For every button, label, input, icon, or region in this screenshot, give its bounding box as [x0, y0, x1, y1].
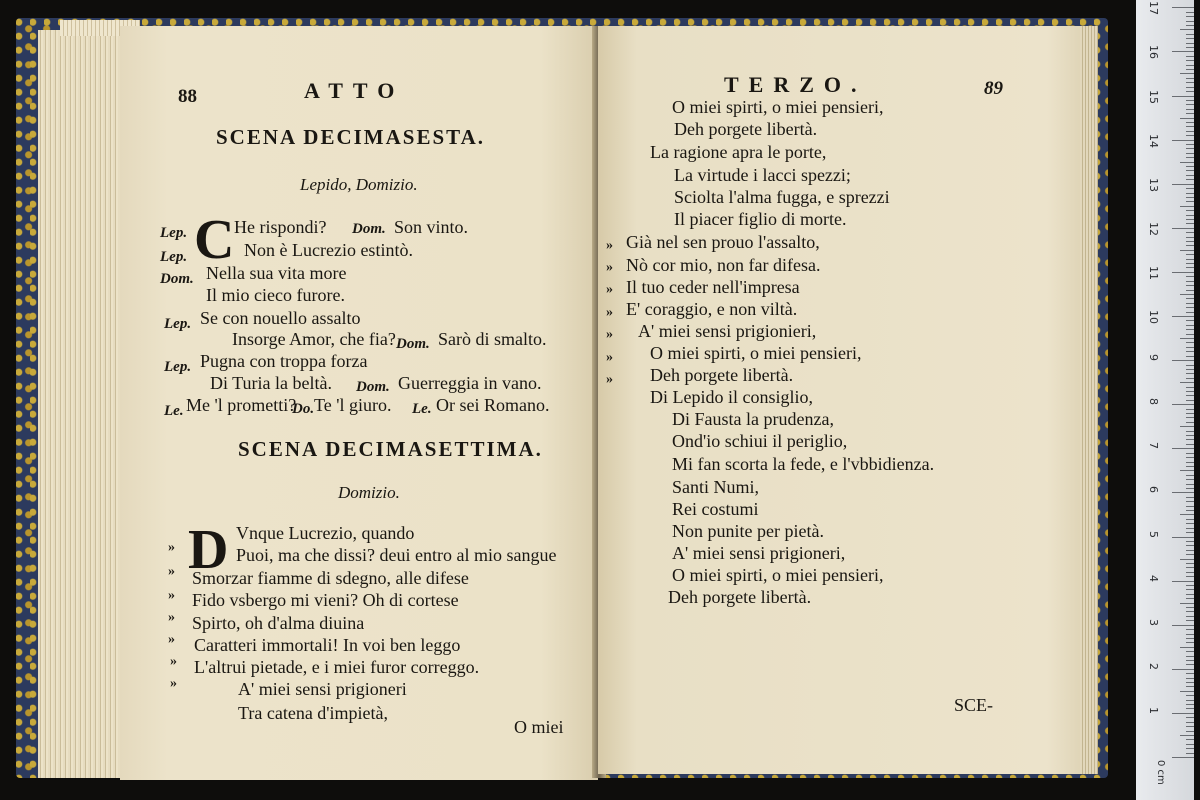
ruler-unit-label: 0 cm	[1155, 760, 1166, 785]
ruler-tick	[1186, 435, 1194, 436]
verse-line: O miei spirti, o miei pensieri,	[672, 565, 884, 585]
verse-line: Il mio cieco furore.	[206, 285, 345, 305]
quote-mark: »	[170, 676, 177, 691]
ruler-tick	[1186, 210, 1194, 211]
verse-line: He rispondi?	[234, 217, 327, 237]
ruler-tick	[1172, 96, 1194, 97]
speaker: Dom.	[396, 336, 430, 352]
ruler-number: 15	[1147, 89, 1160, 104]
ruler-tick	[1186, 550, 1194, 551]
verse-line: O miei spirti, o miei pensieri,	[650, 343, 862, 363]
quote-mark: »	[606, 350, 613, 365]
ruler-tick	[1172, 51, 1194, 52]
ruler-tick	[1186, 708, 1194, 709]
verse-line: A' miei sensi prigioneri	[238, 679, 407, 699]
ruler-number: 3	[1147, 618, 1160, 626]
ruler-tick	[1186, 488, 1194, 489]
ruler-tick	[1186, 673, 1194, 674]
speaker: Lep.	[164, 316, 192, 332]
verse-line: Vnque Lucrezio, quando	[236, 523, 415, 543]
ruler-tick	[1172, 184, 1194, 185]
ruler-tick	[1172, 228, 1194, 229]
speaker: Lep.	[160, 225, 188, 241]
ruler-number: 13	[1147, 177, 1160, 192]
ruler-tick	[1180, 647, 1194, 648]
ruler-tick	[1186, 16, 1194, 17]
ruler-tick	[1180, 514, 1194, 515]
ruler-tick	[1186, 722, 1194, 723]
scene-title: SCENA DECIMASETTIMA.	[238, 437, 543, 461]
verse-line: Deh porgete libertà.	[674, 119, 818, 139]
ruler-tick	[1186, 444, 1194, 445]
ruler-tick	[1186, 439, 1194, 440]
ruler-tick	[1172, 140, 1194, 141]
verse-line: Fido vsbergo mi vieni? Oh di cortese	[192, 590, 459, 610]
ruler-tick	[1186, 453, 1194, 454]
ruler-tick	[1186, 175, 1194, 176]
ruler-number: 7	[1147, 442, 1160, 450]
ruler-tick	[1186, 100, 1194, 101]
ruler-tick	[1186, 660, 1194, 661]
ruler-tick	[1186, 38, 1194, 39]
ruler-tick	[1186, 254, 1194, 255]
ruler-tick	[1186, 325, 1194, 326]
speaker: Do.	[292, 401, 315, 417]
ruler-tick	[1186, 572, 1194, 573]
ruler-tick	[1186, 320, 1194, 321]
speaker: Lep.	[164, 359, 192, 375]
quote-mark: »	[606, 260, 613, 275]
quote-mark: »	[168, 540, 175, 555]
verse-line: Puoi, ma che dissi? deui entro al mio sangue	[236, 545, 557, 565]
quote-mark: »	[168, 564, 175, 579]
ruler-tick	[1172, 316, 1194, 317]
ruler-tick	[1186, 201, 1194, 202]
ruler-tick	[1186, 356, 1194, 357]
ruler-tick	[1186, 166, 1194, 167]
left-page	[120, 26, 598, 780]
quote-mark: »	[168, 632, 175, 647]
ruler-tick	[1186, 475, 1194, 476]
ruler-tick	[1186, 329, 1194, 330]
verse-line: Non punite per pietà.	[672, 521, 824, 541]
ruler-number: 1	[1147, 706, 1160, 714]
page-number: 89	[984, 78, 1003, 99]
ruler-tick	[1186, 704, 1194, 705]
verse-line: E' coraggio, e non viltà.	[626, 299, 798, 319]
ruler-tick	[1186, 413, 1194, 414]
ruler-tick	[1186, 409, 1194, 410]
quote-mark: »	[170, 654, 177, 669]
ruler-tick	[1186, 351, 1194, 352]
ruler-tick	[1186, 563, 1194, 564]
verse-line: Tra catena d'impietà,	[238, 703, 389, 723]
ruler-tick	[1186, 387, 1194, 388]
ruler-number: 10	[1147, 310, 1160, 324]
ruler-tick	[1186, 519, 1194, 520]
ruler-tick	[1186, 717, 1194, 718]
ruler-tick	[1172, 448, 1194, 449]
ruler-tick	[1186, 523, 1194, 524]
ruler-tick	[1186, 12, 1194, 13]
verse-line: Or sei Romano.	[436, 395, 550, 415]
ruler-tick	[1186, 47, 1194, 48]
ruler-tick	[1186, 109, 1194, 110]
ruler-tick	[1186, 457, 1194, 458]
verse-line: Santi Numi,	[672, 477, 760, 497]
ruler-tick	[1172, 581, 1194, 582]
verse-line: Te 'l giuro.	[314, 395, 392, 415]
ruler-tick	[1186, 739, 1194, 740]
ruler-tick	[1186, 307, 1194, 308]
ruler-tick	[1186, 193, 1194, 194]
ruler-number: 8	[1147, 398, 1160, 406]
ruler-tick	[1186, 122, 1194, 123]
ruler-tick	[1186, 148, 1194, 149]
ruler-tick	[1186, 104, 1194, 105]
ruler-tick	[1180, 118, 1194, 119]
ruler-tick	[1186, 157, 1194, 158]
ruler-tick	[1180, 691, 1194, 692]
ruler-tick	[1172, 492, 1194, 493]
ruler-tick	[1186, 285, 1194, 286]
ruler-tick	[1186, 188, 1194, 189]
quote-mark: »	[606, 372, 613, 387]
ruler-tick	[1186, 259, 1194, 260]
ruler-tick	[1186, 82, 1194, 83]
running-head: ATTO	[304, 78, 405, 103]
ruler-tick	[1180, 559, 1194, 560]
ruler-tick	[1186, 695, 1194, 696]
ruler-tick	[1180, 73, 1194, 74]
ruler-tick	[1186, 378, 1194, 379]
dropcap: C	[194, 209, 235, 271]
speaker: Dom.	[352, 221, 386, 237]
scene-characters: Lepido, Domizio.	[300, 175, 418, 194]
page-stack-right	[1080, 26, 1098, 774]
verse-line: Sarò di smalto.	[438, 329, 547, 349]
verse-line: Di Fausta la prudenza,	[672, 409, 834, 429]
ruler-tick	[1186, 589, 1194, 590]
ruler-tick	[1186, 400, 1194, 401]
ruler-tick	[1186, 170, 1194, 171]
verse-line: Di Lepido il consiglio,	[650, 387, 813, 407]
verse-line: Rei costumi	[672, 499, 759, 519]
ruler-tick	[1186, 281, 1194, 282]
ruler-tick	[1186, 78, 1194, 79]
ruler-number: 12	[1147, 221, 1160, 236]
ruler-tick	[1186, 215, 1194, 216]
ruler-tick	[1172, 625, 1194, 626]
ruler-tick	[1186, 263, 1194, 264]
ruler-tick	[1186, 567, 1194, 568]
ruler-tick	[1186, 312, 1194, 313]
ruler-tick	[1186, 276, 1194, 277]
ruler-tick	[1180, 338, 1194, 339]
ruler-tick	[1186, 686, 1194, 687]
ruler-tick	[1186, 682, 1194, 683]
ruler-tick	[1172, 272, 1194, 273]
ruler-number: 11	[1147, 265, 1160, 280]
ruler-tick	[1186, 223, 1194, 224]
ruler-tick	[1186, 585, 1194, 586]
ruler-tick	[1172, 537, 1194, 538]
ruler-tick	[1180, 294, 1194, 295]
verse-line: Deh porgete libertà.	[650, 365, 794, 385]
verse-line: Già nel sen prouo l'assalto,	[626, 232, 820, 252]
verse-line: Ond'io schiui il periglio,	[672, 431, 848, 451]
ruler-tick	[1186, 197, 1194, 198]
ruler-tick	[1186, 753, 1194, 754]
ruler-tick	[1186, 726, 1194, 727]
ruler-tick	[1186, 245, 1194, 246]
verse-line: Il tuo ceder nell'impresa	[626, 277, 800, 297]
ruler-tick	[1186, 91, 1194, 92]
verse-line: Nella sua vita more	[206, 263, 347, 283]
quote-mark: »	[606, 238, 613, 253]
ruler-tick	[1186, 369, 1194, 370]
ruler-tick	[1172, 360, 1194, 361]
ruler-tick	[1186, 541, 1194, 542]
ruler-tick	[1186, 422, 1194, 423]
ruler-tick	[1186, 664, 1194, 665]
ruler-tick	[1186, 594, 1194, 595]
speaker: Dom.	[160, 271, 194, 287]
quote-mark: »	[168, 588, 175, 603]
ruler-tick	[1180, 250, 1194, 251]
verse-line: La virtude i lacci spezzi;	[674, 165, 851, 185]
ruler-tick	[1186, 342, 1194, 343]
ruler-tick	[1186, 700, 1194, 701]
ruler-number: 17	[1147, 1, 1160, 16]
ruler-tick	[1186, 131, 1194, 132]
ruler-tick	[1186, 545, 1194, 546]
verse-line: Mi fan scorta la fede, e l'vbbidienza.	[672, 454, 935, 474]
speaker: Lep.	[160, 249, 188, 265]
ruler-tick	[1186, 303, 1194, 304]
ruler-tick	[1186, 528, 1194, 529]
verse-line: Non è Lucrezio estintò.	[244, 240, 413, 260]
ruler-tick	[1186, 501, 1194, 502]
verse-line: Nò cor mio, non far difesa.	[626, 255, 821, 275]
ruler-tick	[1186, 616, 1194, 617]
verse-line: Deh porgete libertà.	[668, 587, 812, 607]
ruler-number: 4	[1147, 574, 1160, 582]
verse-line: L'altrui pietade, e i miei furor correggo.	[194, 657, 480, 677]
ruler-tick	[1186, 576, 1194, 577]
ruler-tick	[1186, 232, 1194, 233]
ruler-tick	[1186, 744, 1194, 745]
verse-line: Caratteri immortali! In voi ben leggo	[194, 635, 461, 655]
ruler-tick	[1186, 21, 1194, 22]
verse-line: Guerreggia in vano.	[398, 373, 542, 393]
ruler-tick	[1180, 206, 1194, 207]
ruler-tick	[1186, 620, 1194, 621]
ruler-tick	[1186, 34, 1194, 35]
ruler-tick	[1186, 113, 1194, 114]
ruler-tick	[1172, 669, 1194, 670]
ruler-tick	[1186, 56, 1194, 57]
ruler-number: 6	[1147, 486, 1160, 494]
ruler-tick	[1186, 638, 1194, 639]
quote-mark: »	[606, 282, 613, 297]
ruler-tick	[1186, 484, 1194, 485]
ruler-tick	[1186, 651, 1194, 652]
verse-line: O miei spirti, o miei pensieri,	[672, 97, 884, 117]
ruler-tick	[1186, 153, 1194, 154]
ruler-tick	[1186, 395, 1194, 396]
verse-line: Pugna con troppa forza	[200, 351, 368, 371]
ruler-tick	[1172, 713, 1194, 714]
ruler-tick	[1186, 598, 1194, 599]
ruler-tick	[1186, 611, 1194, 612]
ruler-number: 16	[1147, 45, 1160, 60]
verse-line: Il piacer figlio di morte.	[674, 209, 847, 229]
catchword: SCE-	[954, 695, 994, 715]
ruler-tick	[1186, 237, 1194, 238]
ruler-tick	[1186, 298, 1194, 299]
ruler-tick	[1186, 462, 1194, 463]
ruler-tick	[1186, 43, 1194, 44]
ruler-tick	[1186, 87, 1194, 88]
page-number: 88	[178, 86, 197, 107]
ruler-tick	[1186, 25, 1194, 26]
verse-line: Smorzar fiamme di sdegno, alle difese	[192, 568, 469, 588]
ruler-number: 14	[1147, 133, 1160, 148]
ruler-tick	[1180, 603, 1194, 604]
running-head: TERZO.	[724, 72, 867, 97]
right-page	[598, 26, 1086, 774]
verse-line: Sciolta l'alma fugga, e sprezzi	[674, 187, 890, 207]
speaker: Le.	[412, 401, 432, 417]
ruler-tick	[1186, 510, 1194, 511]
ruler-tick	[1186, 678, 1194, 679]
quote-mark: »	[606, 305, 613, 320]
ruler-number: 2	[1147, 662, 1160, 670]
ruler-tick	[1186, 126, 1194, 127]
ruler-tick	[1186, 267, 1194, 268]
verse-line: Spirto, oh d'alma diuina	[192, 613, 365, 633]
dropcap: D	[188, 519, 229, 581]
ruler-tick	[1186, 144, 1194, 145]
ruler-tick	[1186, 179, 1194, 180]
verse-line: Me 'l prometti?	[186, 395, 297, 415]
ruler-tick	[1186, 554, 1194, 555]
quote-mark: »	[168, 610, 175, 625]
ruler-tick	[1186, 373, 1194, 374]
verse-line: A' miei sensi prigioneri,	[672, 543, 846, 563]
ruler-tick	[1186, 60, 1194, 61]
ruler-tick	[1186, 629, 1194, 630]
ruler-tick	[1186, 241, 1194, 242]
ruler-tick	[1172, 404, 1194, 405]
ruler-tick	[1186, 290, 1194, 291]
ruler-tick	[1186, 506, 1194, 507]
ruler-tick	[1186, 65, 1194, 66]
ruler-tick	[1186, 532, 1194, 533]
ruler-tick	[1186, 69, 1194, 70]
ruler-tick	[1186, 656, 1194, 657]
ruler-tick	[1186, 347, 1194, 348]
ruler-tick	[1180, 382, 1194, 383]
measurement-ruler	[1136, 0, 1194, 800]
ruler-tick	[1186, 634, 1194, 635]
ruler-tick	[1186, 391, 1194, 392]
ruler-tick	[1186, 135, 1194, 136]
ruler-tick	[1186, 466, 1194, 467]
speaker: Dom.	[356, 379, 390, 395]
ruler-number: 9	[1147, 354, 1160, 362]
ruler-tick	[1186, 417, 1194, 418]
verse-line: La ragione apra le porte,	[650, 142, 827, 162]
ruler-tick	[1186, 731, 1194, 732]
scene-title: SCENA DECIMASESTA.	[216, 125, 485, 149]
ruler-tick	[1186, 334, 1194, 335]
verse-line: A' miei sensi prigionieri,	[638, 321, 817, 341]
speaker: Le.	[164, 403, 184, 419]
ruler-tick	[1172, 7, 1194, 8]
verse-line: Son vinto.	[394, 217, 469, 237]
verse-line: Se con nouello assalto	[200, 308, 361, 328]
ruler-tick	[1186, 431, 1194, 432]
ruler-tick	[1180, 426, 1194, 427]
ruler-tick	[1186, 497, 1194, 498]
quote-mark: »	[606, 327, 613, 342]
ruler-number: 5	[1147, 530, 1160, 538]
verse-line: Insorge Amor, che fia?	[232, 329, 396, 349]
ruler-tick	[1186, 607, 1194, 608]
ruler-tick	[1186, 219, 1194, 220]
ruler-tick	[1180, 470, 1194, 471]
scene-characters: Domizio.	[338, 483, 400, 502]
verse-line: Di Turia la beltà.	[210, 373, 332, 393]
ruler-tick	[1180, 162, 1194, 163]
ruler-tick	[1180, 29, 1194, 30]
ruler-tick	[1186, 748, 1194, 749]
ruler-tick	[1186, 479, 1194, 480]
ruler-tick	[1172, 757, 1194, 758]
ruler-tick	[1186, 365, 1194, 366]
ruler-tick	[1180, 735, 1194, 736]
ruler-tick	[1186, 642, 1194, 643]
catchword: O miei	[514, 717, 564, 737]
